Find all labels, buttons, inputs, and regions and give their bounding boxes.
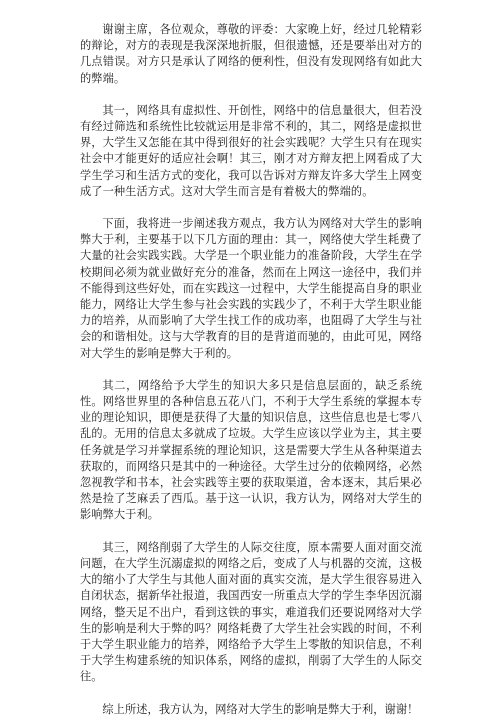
paragraph-spacer [80, 200, 422, 216]
paragraph-spacer [80, 524, 422, 540]
paragraph-opening: 谢谢主席，各位观众，尊敬的评委：大家晚上好，经过几轮精彩的辩论，对方的表现是我深深地折服，但很遗憾，还是要举出对方的几点错误。对方只是承认了网络的便利性，但没有发现网络有如此大的弊端。 [80, 23, 422, 85]
paragraph-rebuttal: 其一，网络具有虚拟性、开创性，网络中的信息量很大，但若没有经过筛选和系统性比较就运用是非常不利的，其二，网络是虚拟世界，大学生又怎能在其中得到很好的社会实践呢？大学生只有在现实社会中才能更好的适应社会啊！其三，刚才对方辩友把上网看成了大学生学习和生活方式的变化，我可以告诉对方辩友许多大学生上网变成了一种生活方式。这对大学生而言是有着极大的弊端的。 [80, 103, 422, 198]
paragraph-conclusion: 综上所述，我方认为，网络对大学生的影响是弊大于利，谢谢！ [102, 702, 419, 716]
paragraph-argument-two: 其二，网络给予大学生的知识大多只是信息层面的，缺乏系统性。网络世界里的各种信息五花八门，不利于大学生系统的掌握本专业的理论知识，即便是获得了大量的知识信息，这些信息也是七零八乱的。无用的信息太多就成了垃圾。大学生应该以学业为主，其主要任务就是学习并掌握系统的理论知识，这是需要大学生从各种渠道去获取的，而网络只是其中的一种途径。大学生过分的依赖网络，必然忽视教学和书本，社会实践等主要的获取渠道，舍本逐末，其后果必然是捡了芝麻丢了西瓜。基于这一认识，我方认为，网络对大学生的影响弊大于利。 [80, 378, 422, 522]
paragraph-spacer [80, 686, 422, 702]
paragraph-argument-three: 其三，网络削弱了大学生的人际交往度，原本需要人面对面交流问题，在大学生沉溺虚拟的网络之后，变成了人与机器的交流，这极大的缩小了大学生与其他人面对面的真实交流，是大学生很容易进入自闭状态，据新华社报道，我国西安一所重点大学的学生李华因沉溺网络，整天足不出户，看到这铁的事实，难道我们还要说网络对大学生的影响是利大于弊的吗？网络耗费了大学生社会实践的时间，不利于大学生职业能力的培养，网络给予大学生上零散的知识信息，不利于大学生构建系统的知识体系，网络的虚拟，削弱了大学生的人际交往。 [80, 540, 422, 684]
paragraph-argument-one: 下面，我将进一步阐述我方观点，我方认为网络对大学生的影响弊大于利，主要基于以下几方面的理由：其一，网络使大学生耗费了大量的社会实践实践。大学是一个职业能力的准备阶段，大学生在学校期间必须为就业做好充分的准备，然而在上网这一途径中，我们并不能得到这些好处，而在实践这一过程中，大学生能提高自身的职业能力，网络让大学生参与社会实践的实践少了，不利于大学生职业能力的培养，从而影响了大学生找工作的成功率，也阻碍了大学生与社会的和谐相处。这与大学教育的目的是背道而驰的，由此可见，网络对大学生的影响是弊大于利的。 [80, 217, 422, 360]
paragraph-spacer [80, 87, 422, 103]
paragraph-spacer [80, 362, 422, 378]
